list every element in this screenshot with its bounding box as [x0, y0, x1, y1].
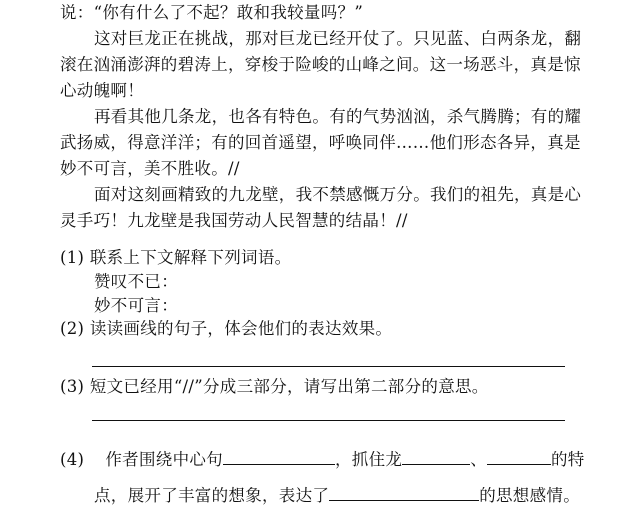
- passage-line-6: 武扬威，得意洋洋；有的回首遥望，呼唤同伴……他们形态各异，真是: [60, 133, 581, 152]
- question-2: (2) 读读画线的句子，体会他们的表达效果。: [60, 319, 393, 338]
- question-1-term-2: 妙不可言：: [94, 296, 178, 315]
- question-4-separator: 、: [470, 450, 487, 469]
- passage-line-4: 心动魄啊！: [60, 81, 144, 100]
- passage-line-8: 面对这刻画精致的九龙壁，我不禁感慨万分。我们的祖先，真是心: [94, 185, 582, 204]
- question-4-text-d: 点，展开了丰富的想象，表达了: [94, 486, 330, 505]
- question-3: (3) 短文已经用“//”分成三部分，请写出第二部分的意思。: [60, 377, 489, 396]
- answer-line-q2[interactable]: [92, 366, 565, 367]
- question-1: (1) 联系上下文解释下列词语。: [60, 248, 292, 267]
- passage-line-2: 这对巨龙正在挑战，那对巨龙已经开仗了。只见蓝、白两条龙，翻: [94, 29, 582, 48]
- question-4-line-2: [94, 482, 580, 507]
- blank-feelings[interactable]: [329, 482, 479, 501]
- blank-center-sentence[interactable]: [223, 446, 335, 465]
- passage-line-9: 灵手巧！九龙壁是我国劳动人民智慧的结晶！//: [60, 211, 408, 230]
- passage-line-7: 妙不可言，美不胜收。//: [60, 159, 240, 178]
- question-4-text-e: 的思想感情。: [479, 486, 581, 505]
- blank-dragon-feature-2[interactable]: [487, 446, 551, 465]
- question-1-term-1: 赞叹不已：: [94, 272, 178, 291]
- answer-line-q3[interactable]: [92, 420, 565, 421]
- passage-line-5: 再看其他几条龙，也各有特色。有的气势汹汹，杀气腾腾；有的耀: [94, 107, 582, 126]
- blank-dragon-feature-1[interactable]: [402, 446, 470, 465]
- question-4-text-a: 作者围绕中心句: [105, 450, 223, 469]
- passage-line-3: 滚在汹涌澎湃的碧涛上，穿梭于险峻的山峰之间。这一场恶斗，真是惊: [60, 55, 581, 74]
- question-4-text-b: ，抓住龙: [334, 450, 403, 469]
- question-4-line-1: [60, 446, 585, 471]
- passage-line-1: 说：“你有什么了不起？敢和我较量吗？”: [60, 3, 364, 22]
- question-4-text-c: 的特: [551, 450, 585, 469]
- question-4-number: (4): [60, 450, 85, 469]
